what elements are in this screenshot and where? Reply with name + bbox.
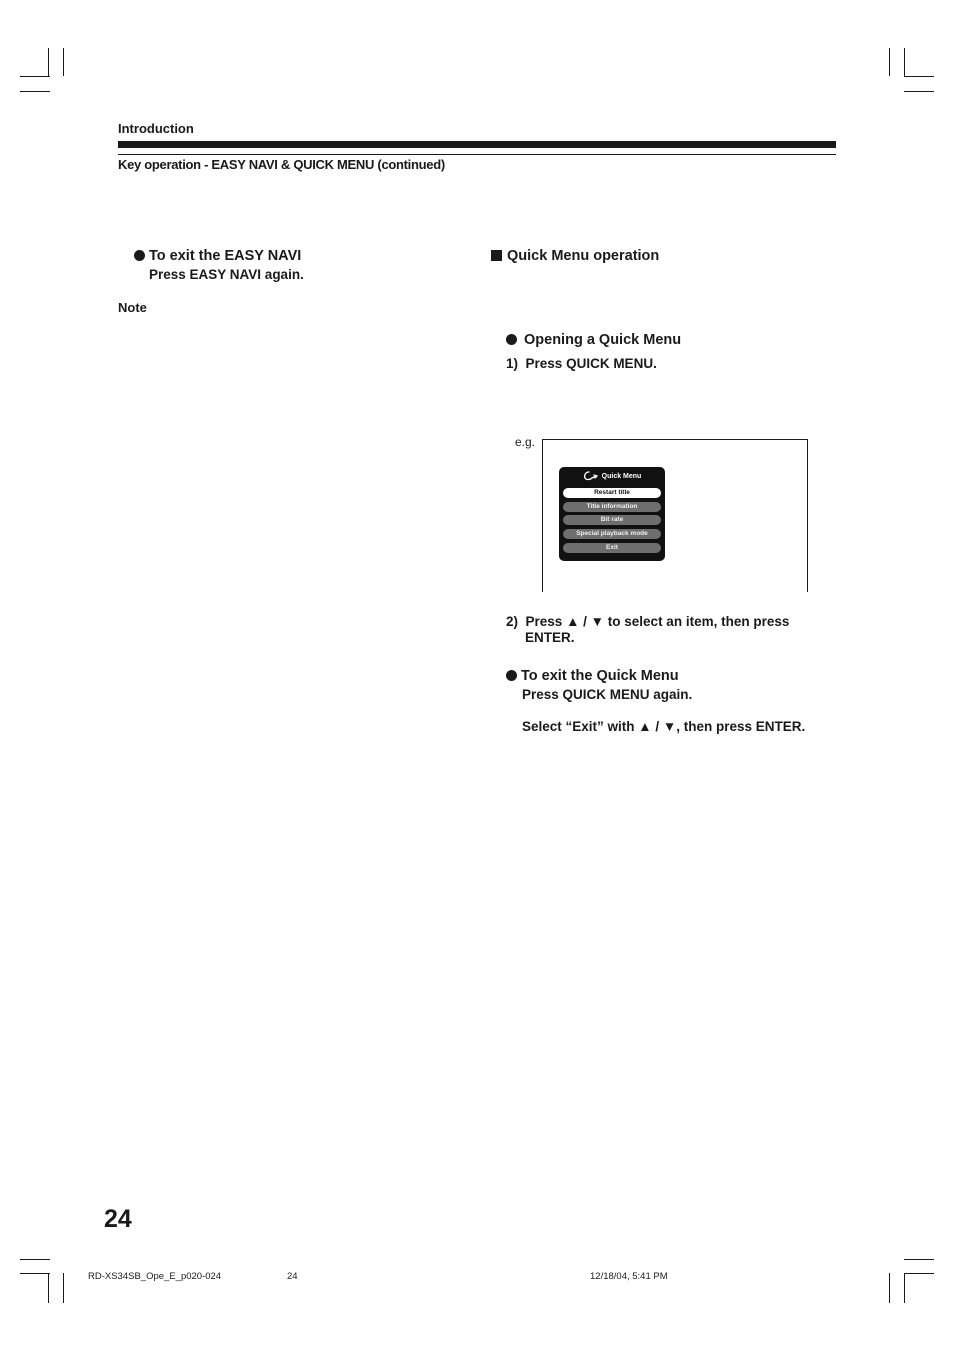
opening-quick-menu-heading [506, 332, 681, 348]
opening-quick-menu-heading-text: Opening a Quick Menu [524, 332, 682, 348]
quick-menu-item-bit-rate[interactable]: Bit rate [563, 515, 661, 525]
quick-menu-title-text: Quick Menu [601, 472, 642, 480]
footer-file-name: RD-XS34SB_Ope_E_p020-024 [88, 1271, 222, 1282]
exit-easy-navi-instruction: Press EASY NAVI again. [149, 267, 304, 282]
footer-datetime: 12/18/04, 5:41 PM [590, 1271, 668, 1282]
step-1-text: Press QUICK MENU. [525, 356, 657, 371]
header-rule-thick [118, 141, 836, 148]
step-1 [506, 356, 657, 372]
quick-menu-item-exit[interactable]: Exit [563, 543, 661, 553]
bullet-icon [506, 334, 517, 345]
exit-quick-menu-heading [506, 668, 679, 684]
step-2 [506, 614, 789, 630]
exit-easy-navi-heading-text: To exit the EASY NAVI [149, 248, 302, 264]
note-label: Note [118, 300, 147, 315]
example-label: e.g. [515, 435, 536, 449]
step-2-number: 2) [506, 614, 519, 629]
exit-quick-menu-instruction: Press QUICK MENU again. [522, 687, 693, 702]
header-rule-thin [118, 154, 836, 155]
page-subtitle: Key operation - EASY NAVI & QUICK MENU (continued) [118, 157, 445, 172]
bullet-icon [506, 670, 517, 681]
square-bullet-icon [491, 250, 502, 261]
exit-quick-menu-alternative: Select “Exit” with ▲ / ▼, then press ENTER. [522, 719, 806, 734]
quick-menu-operation-title [491, 248, 659, 264]
section-label: Introduction [118, 121, 194, 136]
exit-quick-menu-heading-text: To exit the Quick Menu [521, 668, 679, 684]
quick-menu-item-title-information[interactable]: Title information [563, 502, 661, 512]
page-number: 24 [104, 1205, 132, 1233]
quick-menu-panel-title [559, 471, 665, 481]
quick-menu-item-restart-title[interactable]: Restart title [563, 488, 661, 498]
step-2-line-1: Press ▲ / ▼ to select an item, then press [525, 614, 790, 629]
quick-menu-operation-title-text: Quick Menu operation [507, 248, 660, 264]
footer-page: 24 [287, 1271, 298, 1282]
step-2-line-2: ENTER. [525, 630, 575, 645]
quick-menu-item-special-playback-mode[interactable]: Special playback mode [563, 529, 661, 539]
quick-menu-panel [559, 467, 665, 561]
exit-easy-navi-heading [134, 248, 301, 264]
bullet-icon [134, 250, 145, 261]
step-1-number: 1) [506, 356, 519, 371]
quick-menu-logo-icon [583, 471, 599, 481]
